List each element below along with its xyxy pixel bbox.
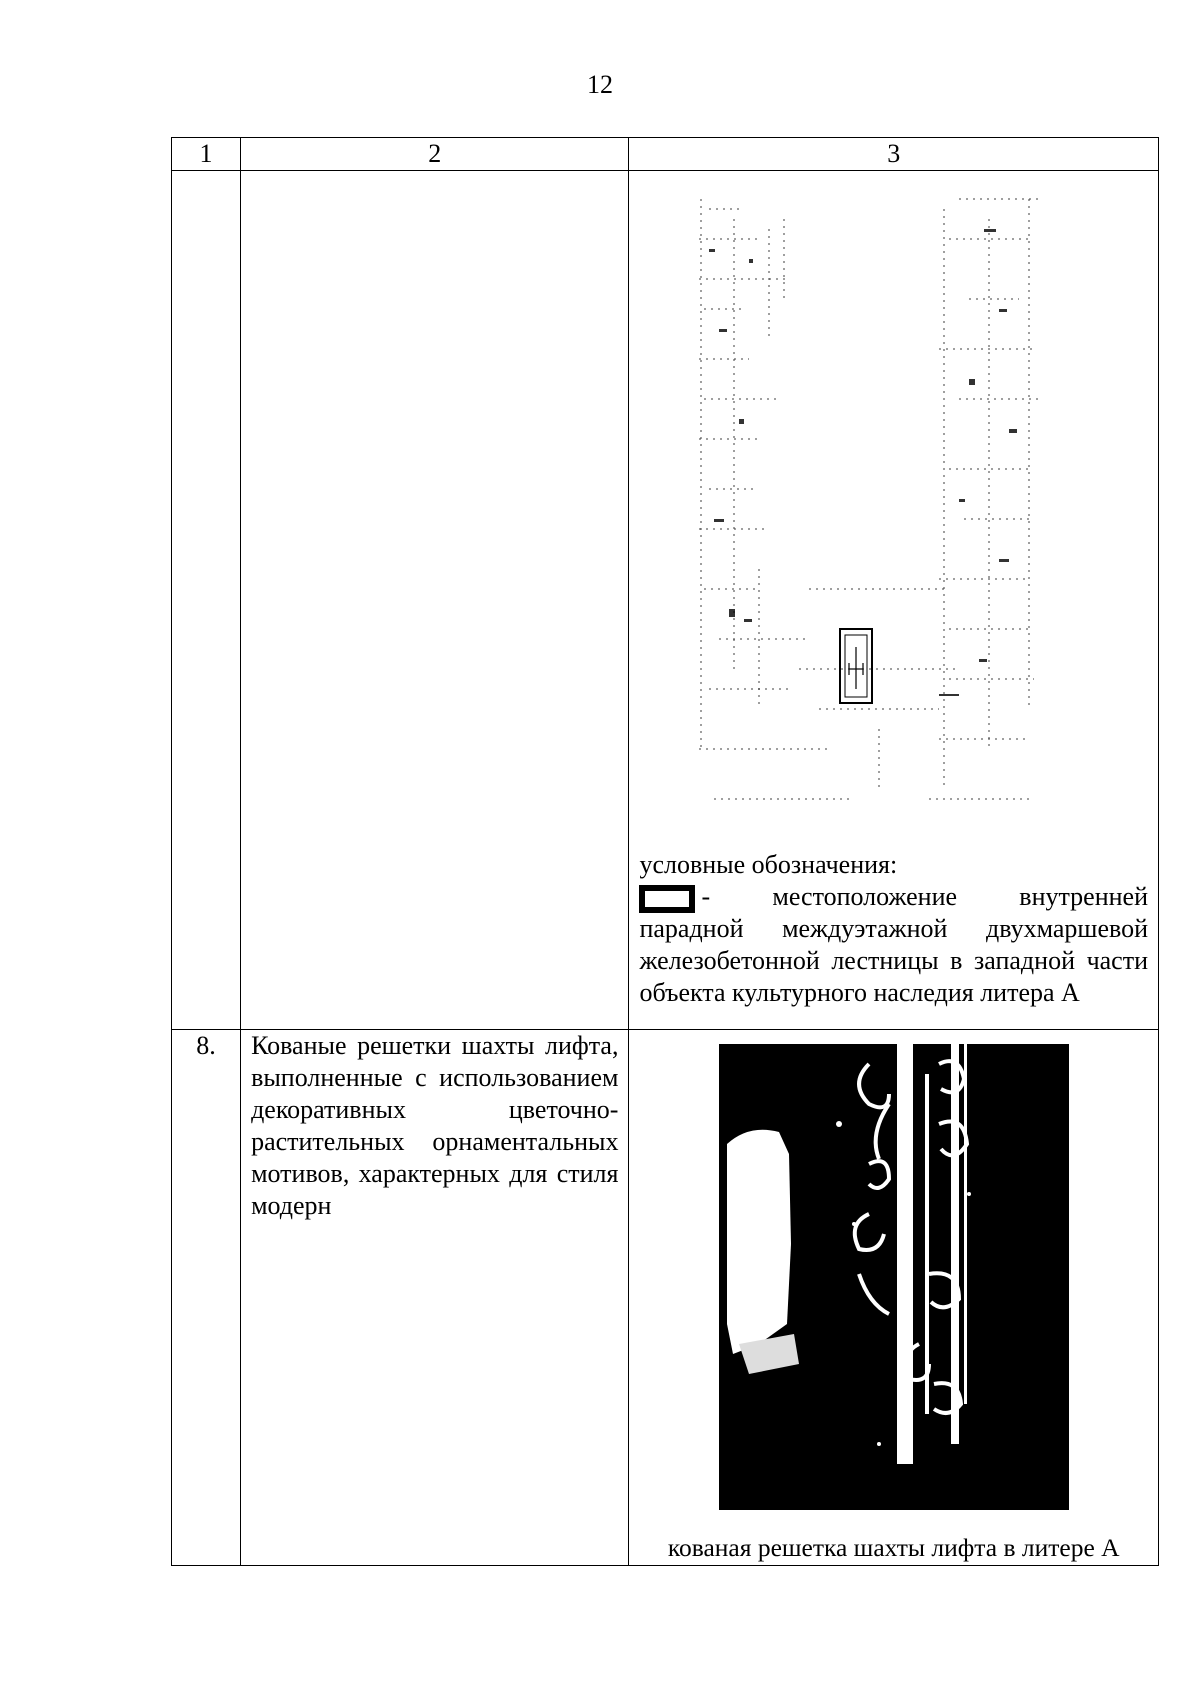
row-photo-cell	[629, 1030, 1159, 1566]
table-header-row	[172, 138, 1159, 171]
plan-image-cell	[629, 171, 1159, 1030]
plan-description-cell	[241, 171, 629, 1030]
legend-title: условные обозначения:	[639, 850, 898, 879]
object-features-table	[171, 137, 1159, 1566]
table-row-8	[172, 1030, 1159, 1566]
table-row-plan	[172, 171, 1159, 1030]
floor-plan-drawing	[629, 189, 1158, 849]
page-number: 12	[587, 70, 613, 99]
legend-dash: -	[701, 882, 711, 911]
column-header-2: 2	[241, 138, 629, 171]
photo-image	[719, 1044, 1069, 1510]
row-number: 8.	[172, 1030, 241, 1566]
row-description-cell	[241, 1030, 629, 1566]
legend-frame-symbol	[639, 885, 695, 913]
row-description: Кованые решетки шахты лифта, выполненные с использованием декоративных цветочно-растительных орнаментальных мотивов, характерных для стиля модерн	[251, 1031, 619, 1220]
plan-number-cell	[172, 171, 241, 1030]
legend-first-line	[629, 881, 1158, 913]
legend-text-first: местоположение внутренней	[772, 882, 1148, 911]
lift-grille-photo	[719, 1044, 1069, 1510]
legend-text-rest: парадной междуэтажной двухмаршевой железобетонной лестницы в западной части объекта культурного наследия литера А	[639, 914, 1148, 1008]
photo-caption: кованая решетка шахты лифта в литере А	[667, 1533, 1120, 1562]
column-header-3: 3	[629, 138, 1159, 171]
column-header-1: 1	[172, 138, 241, 171]
floor-plan-image	[699, 189, 1069, 829]
